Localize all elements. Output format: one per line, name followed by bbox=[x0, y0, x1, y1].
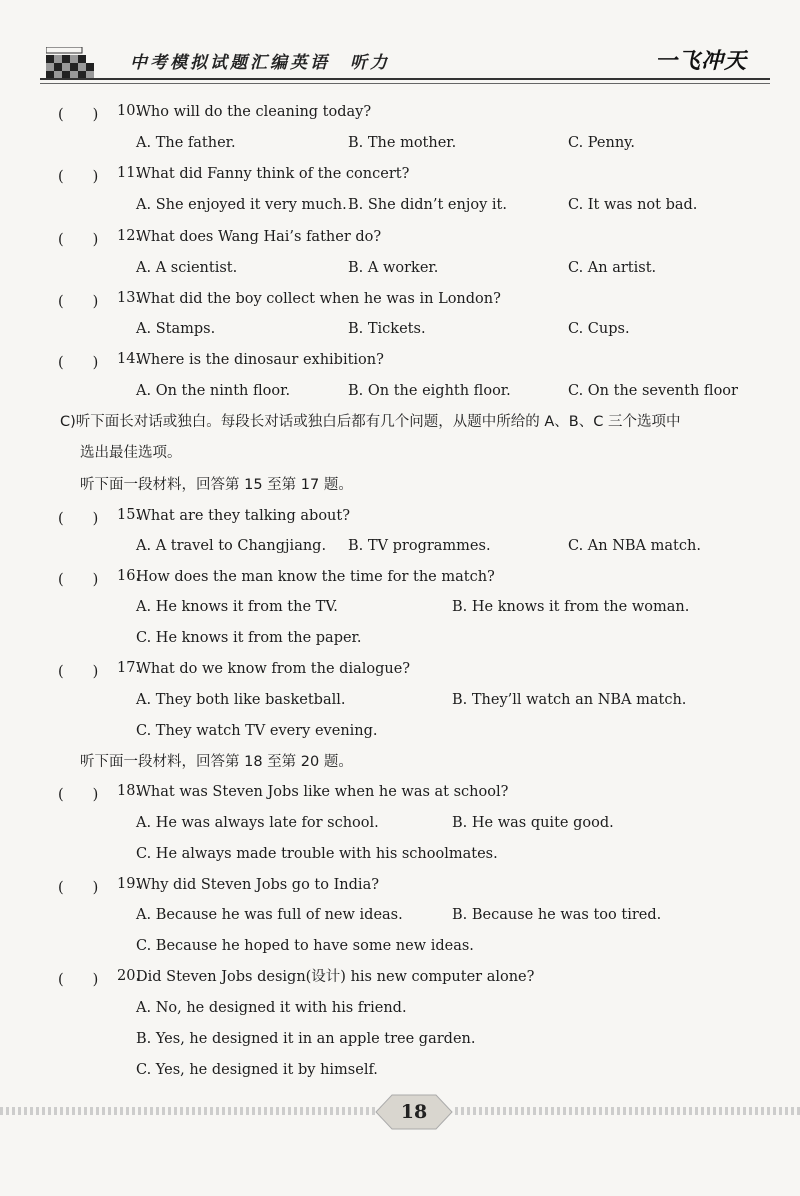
option-c: C. He always made trouble with his schoolmates. bbox=[136, 846, 498, 862]
option-b: B. She didn’t enjoy it. bbox=[348, 197, 507, 213]
question-number: 13. bbox=[117, 290, 141, 306]
answer-blank[interactable]: ( ) bbox=[58, 169, 99, 185]
answer-blank[interactable]: ( ) bbox=[58, 787, 99, 803]
group-instruction: 听下面一段材料，回答第 15 至第 17 题。 bbox=[80, 477, 353, 493]
answer-blank[interactable]: ( ) bbox=[58, 294, 99, 310]
option-c: C. Because he hoped to have some new ideas. bbox=[136, 938, 474, 954]
option-c: C. On the seventh floor bbox=[568, 383, 738, 399]
option-c: C. An artist. bbox=[568, 260, 657, 276]
page-footer bbox=[0, 1085, 800, 1145]
answer-blank[interactable]: ( ) bbox=[58, 232, 99, 248]
question-text: What does Wang Hai’s father do? bbox=[136, 229, 382, 245]
question-text: What do we know from the dialogue? bbox=[136, 661, 411, 677]
option-c: C. Yes, he designed it by himself. bbox=[136, 1062, 378, 1078]
question-text: What was Steven Jobs like when he was at school? bbox=[136, 784, 509, 800]
question-number: 12. bbox=[117, 228, 141, 244]
option-a: A. On the ninth floor. bbox=[136, 383, 291, 399]
option-a: A. They both like basketball. bbox=[136, 692, 346, 708]
option-b: B. Tickets. bbox=[348, 321, 426, 337]
question-number: 10. bbox=[117, 103, 141, 119]
question-number: 15. bbox=[117, 507, 141, 523]
option-c: C. Penny. bbox=[568, 135, 636, 151]
answer-blank[interactable]: ( ) bbox=[58, 511, 99, 527]
question-number: 11. bbox=[117, 165, 141, 181]
answer-blank[interactable]: ( ) bbox=[58, 107, 99, 123]
option-a: A. He was always late for school. bbox=[136, 815, 379, 831]
question-text: Who will do the cleaning today? bbox=[136, 104, 372, 120]
option-b: B. TV programmes. bbox=[348, 538, 491, 554]
option-b: B. The mother. bbox=[348, 135, 457, 151]
option-a: A. Stamps. bbox=[136, 321, 216, 337]
option-c: C. They watch TV every evening. bbox=[136, 723, 378, 739]
question-number: 14. bbox=[117, 351, 141, 367]
page-header bbox=[0, 0, 800, 90]
option-b: B. On the eighth floor. bbox=[348, 383, 511, 399]
footer-border-left bbox=[0, 1107, 375, 1115]
question-number: 17. bbox=[117, 660, 141, 676]
option-b: B. He was quite good. bbox=[452, 815, 614, 831]
option-b: B. Yes, he designed it in an apple tree garden. bbox=[136, 1031, 476, 1047]
question-number: 19. bbox=[117, 876, 141, 892]
answer-blank[interactable]: ( ) bbox=[58, 880, 99, 896]
option-c: C. He knows it from the paper. bbox=[136, 630, 362, 646]
page-number: 18 bbox=[400, 1101, 428, 1123]
header-rule bbox=[40, 78, 770, 84]
question-text: What are they talking about? bbox=[136, 508, 350, 524]
answer-blank[interactable]: ( ) bbox=[58, 972, 99, 988]
question-text: What did the boy collect when he was in London? bbox=[136, 291, 501, 307]
question-text: Why did Steven Jobs go to India? bbox=[136, 877, 379, 893]
option-c: C. Cups. bbox=[568, 321, 630, 337]
footer-border-right bbox=[455, 1107, 800, 1115]
question-text: What did Fanny think of the concert? bbox=[136, 166, 410, 182]
option-a: A. No, he designed it with his friend. bbox=[136, 1000, 407, 1016]
question-number: 20. bbox=[117, 968, 141, 984]
group-instruction: 听下面一段材料，回答第 18 至第 20 题。 bbox=[80, 754, 353, 770]
question-text: Where is the dinosaur exhibition? bbox=[136, 352, 384, 368]
brand-logo: 一飞冲天 bbox=[655, 49, 748, 74]
option-c: C. It was not bad. bbox=[568, 197, 698, 213]
option-b: B. Because he was too tired. bbox=[452, 907, 662, 923]
section-c-instruction: C)听下面长对话或独白。每段长对话或独白后都有几个问题，从题中所给的 A、B、C 三个选项中 bbox=[60, 414, 681, 430]
option-b: B. A worker. bbox=[348, 260, 439, 276]
option-a: A. A travel to Changjiang. bbox=[136, 538, 327, 554]
option-b: B. They’ll watch an NBA match. bbox=[452, 692, 687, 708]
question-number: 18. bbox=[117, 783, 141, 799]
question-text: How does the man know the time for the match? bbox=[136, 569, 495, 585]
option-b: B. He knows it from the woman. bbox=[452, 599, 690, 615]
option-a: A. She enjoyed it very much. bbox=[136, 197, 347, 213]
header-title: 中考模拟试题汇编英语 听力 bbox=[130, 53, 390, 73]
question-text: Did Steven Jobs design(设计) his new computer alone? bbox=[136, 969, 535, 985]
checker-logo-icon bbox=[46, 47, 98, 79]
option-c: C. An NBA match. bbox=[568, 538, 701, 554]
option-a: A. The father. bbox=[136, 135, 236, 151]
answer-blank[interactable]: ( ) bbox=[58, 355, 99, 371]
section-c-instruction-cont: 选出最佳选项。 bbox=[80, 445, 182, 461]
option-a: A. Because he was full of new ideas. bbox=[136, 907, 403, 923]
answer-blank[interactable]: ( ) bbox=[58, 664, 99, 680]
answer-blank[interactable]: ( ) bbox=[58, 572, 99, 588]
option-a: A. He knows it from the TV. bbox=[136, 599, 338, 615]
option-a: A. A scientist. bbox=[136, 260, 238, 276]
question-number: 16. bbox=[117, 568, 141, 584]
